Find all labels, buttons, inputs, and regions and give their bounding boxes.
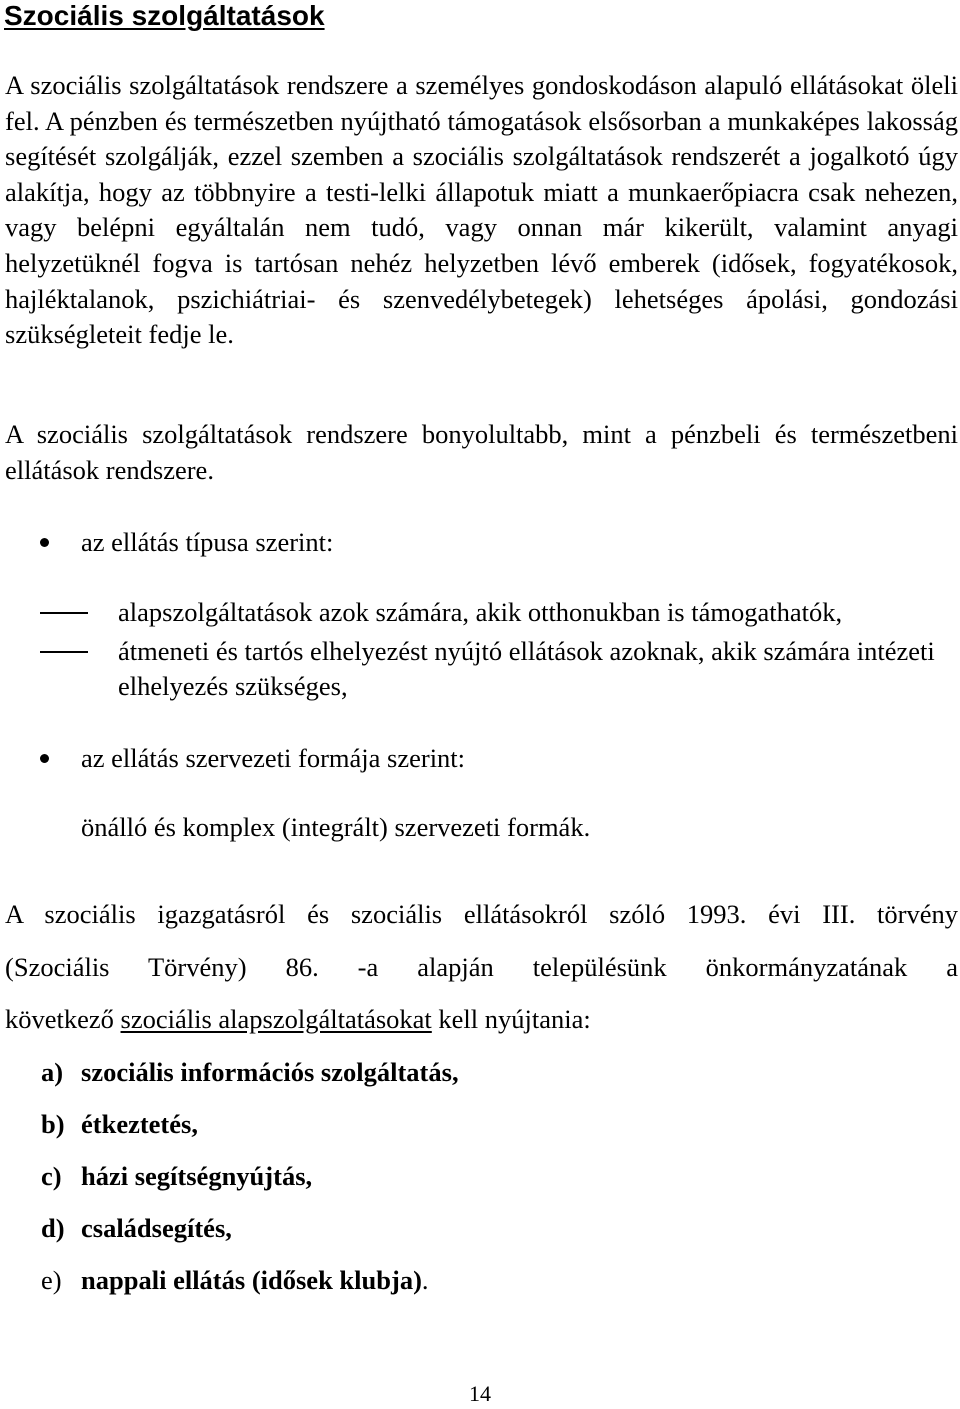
- dash-text: alapszolgáltatások azok számára, akik otthonukban is támogathatók,: [118, 597, 843, 627]
- bullet-text: az ellátás típusa szerint:: [81, 527, 334, 557]
- intro-paragraph: A szociális szolgáltatások rendszere a személyes gondoskodáson alapuló ellátásokat öleli fel. A pénzben és természetben nyújtható támogatások elsősorban a munkaképes lakosság segítését szolgálják, ezzel szemben a szociális szolgáltatások rendszerét a jogalkotó úgy alakítja, hogy az többnyire a testi-lelki állapotuk miatt a munkaerőpiacra csak nehezen, vagy belépni egyáltalán nem tudó, vagy onnan már kikerült, valamint anyagi helyzetüknél fogva is tartósan nehéz helyzetben lévő emberek (idősek, fogyatékosok, hajléktalanok, pszichiátriai- és szenvedélybetegek) lehetséges ápolási, gondozási szükségleteit fedje le.: [5, 70, 958, 350]
- list-item-label: c): [41, 1161, 62, 1191]
- list-item-text: szociális információs szolgáltatás,: [81, 1057, 459, 1087]
- list-item-label: d): [41, 1213, 65, 1243]
- organization-forms: önálló és komplex (integrált) szervezeti formák.: [81, 812, 591, 842]
- bullet-icon: [40, 538, 49, 547]
- list-item-suffix: .: [421, 1265, 429, 1295]
- law-line-3: [5, 1002, 958, 1036]
- dash-text: átmeneti és tartós elhelyezést nyújtó ellátások azoknak, akik számára intézeti elhelyezés szükséges,: [118, 636, 935, 701]
- basic-services-underlined: szociális alapszolgáltatásokat: [120, 1004, 432, 1034]
- list-item-label: e): [41, 1265, 62, 1295]
- law-line-3-pre: következő: [5, 1004, 121, 1034]
- page-title: Szociális szolgáltatások: [4, 0, 325, 31]
- list-item-label: a): [41, 1057, 64, 1087]
- bullet-text: az ellátás szervezeti formája szerint:: [81, 743, 466, 773]
- bullet-icon: [40, 754, 49, 763]
- dash-icon: [40, 651, 88, 653]
- list-item-text-bold: nappali ellátás (idősek klubja): [81, 1265, 422, 1295]
- list-item-label: b): [41, 1109, 65, 1139]
- law-line-3-post: kell nyújtania:: [431, 1004, 591, 1034]
- list-item-text: családsegítés,: [81, 1213, 232, 1243]
- law-line-1: A szociális igazgatásról és szociális ellátásokról szóló 1993. évi III. törvény: [5, 899, 958, 929]
- list-item-text: [81, 1263, 429, 1297]
- page-number: 14: [469, 1381, 491, 1406]
- list-item-text: házi segítségnyújtás,: [81, 1161, 313, 1191]
- list-item-text: étkeztetés,: [81, 1109, 198, 1139]
- dash-icon: [40, 612, 88, 614]
- complexity-paragraph: A szociális szolgáltatások rendszere bonyolultabb, mint a pénzbeli és természetbeni ellátások rendszere.: [5, 419, 958, 485]
- law-line-2: (Szociális Törvény) 86. -a alapján településünk önkormányzatának a: [5, 952, 958, 982]
